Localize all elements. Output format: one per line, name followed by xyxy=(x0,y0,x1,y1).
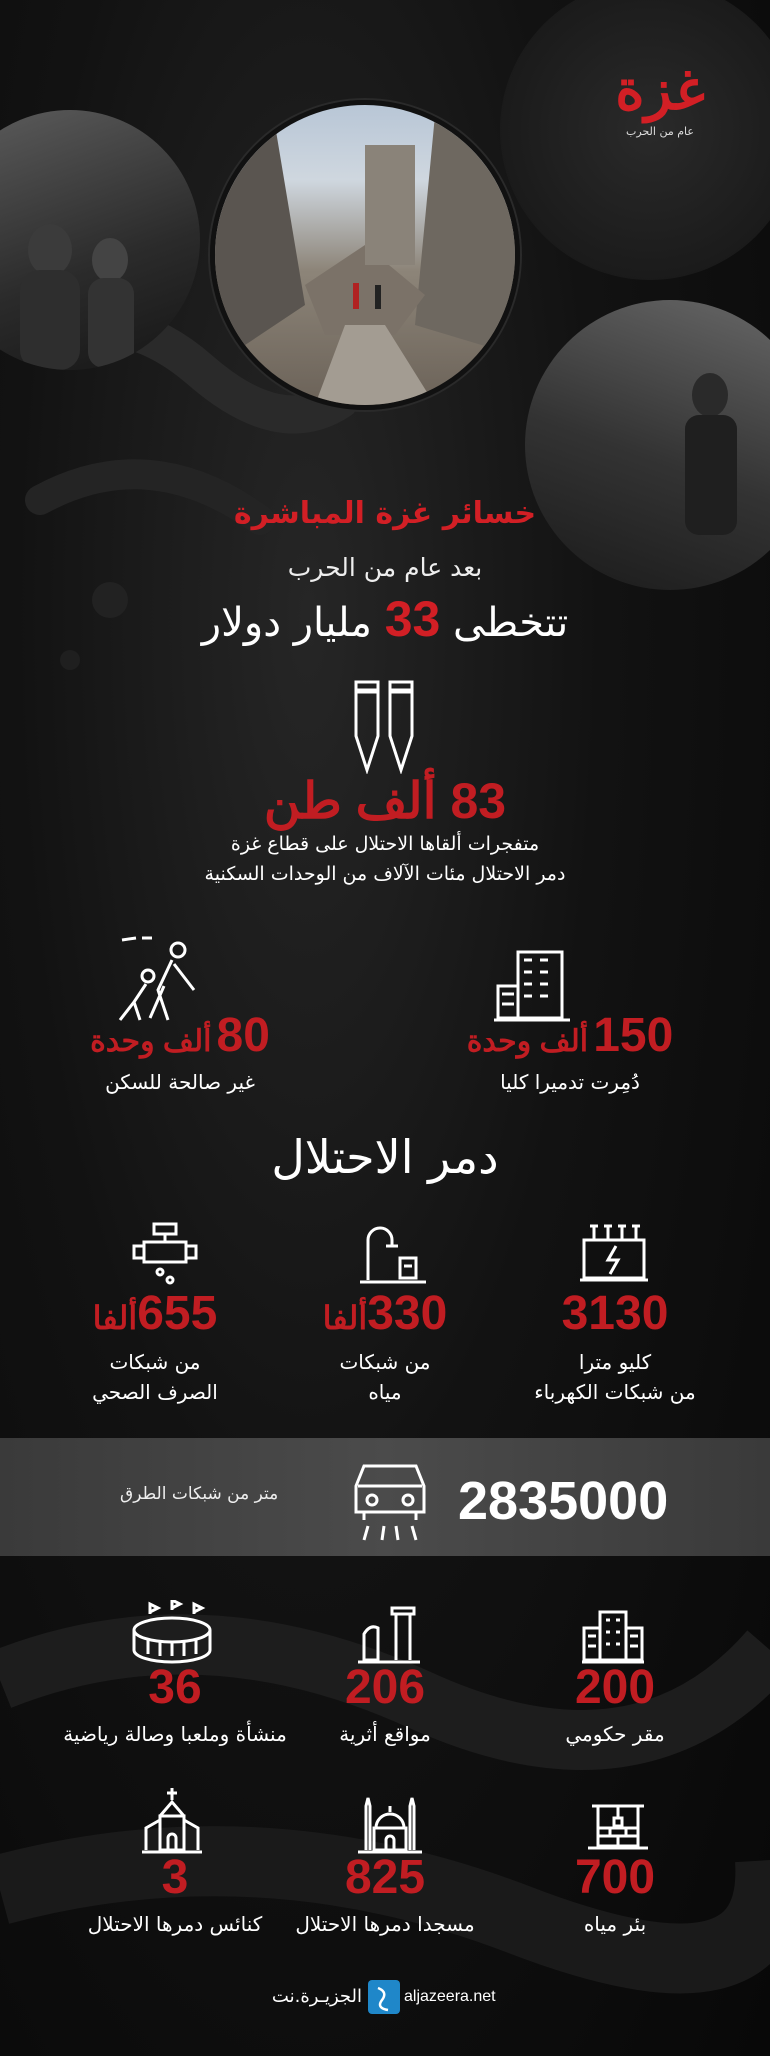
government-number: 200 xyxy=(574,1661,656,1714)
electricity-line1: كليو مترا xyxy=(578,1350,652,1374)
logo-disc xyxy=(500,0,770,280)
explosives-line2: دمر الاحتلال مئات الآلاف من الوحدات السكنية xyxy=(204,863,566,885)
government-buildings-icon xyxy=(582,1606,644,1666)
headline-number: 33 xyxy=(384,591,441,647)
water-unit: ألفا xyxy=(322,1300,368,1336)
roads-number: 2835000 xyxy=(458,1471,669,1531)
explosives-value: 83 ألف طن xyxy=(263,773,507,829)
footer-latin: aljazeera.net xyxy=(404,1988,496,2005)
subtitle: بعد عام من الحرب xyxy=(287,553,483,582)
churches-label: كنائس دمرها الاحتلال xyxy=(87,1912,263,1936)
housing-destroyed-stat xyxy=(450,1008,690,1063)
water-tap-icon xyxy=(360,1222,426,1284)
headline xyxy=(0,590,770,648)
photo-child-right xyxy=(525,300,770,590)
wells-label: بئر مياه xyxy=(583,1912,647,1936)
aljazeera-logo-icon xyxy=(368,1980,400,2014)
housing-destroyed-number: 150 xyxy=(593,1009,674,1062)
sewage-line2: الصرف الصحي xyxy=(92,1380,218,1404)
water-number: 330 xyxy=(367,1287,448,1340)
water-line1: من شبكات xyxy=(339,1350,431,1374)
photo-destroyed-street xyxy=(210,100,520,410)
headline-prefix: تتخطى xyxy=(453,600,569,646)
mosques-number: 825 xyxy=(344,1851,426,1904)
water-stat xyxy=(270,1286,500,1341)
headline-suffix: مليار دولار xyxy=(201,600,372,646)
church-icon xyxy=(142,1786,202,1854)
section-title: دمر الاحتلال xyxy=(271,1130,499,1184)
electricity-number: 3130 xyxy=(561,1287,669,1340)
car-icon xyxy=(350,1456,430,1542)
logo-text: غزة xyxy=(615,57,705,123)
housing-unfit-label: غير صالحة للسكن xyxy=(105,1070,255,1094)
brand-logo xyxy=(600,55,720,138)
sewage-pipe-icon xyxy=(130,1220,200,1286)
heritage-number: 206 xyxy=(344,1661,426,1714)
footer xyxy=(250,1980,520,2014)
housing-unfit-stat xyxy=(60,1008,300,1063)
stadium-icon xyxy=(130,1600,214,1664)
missile-icon xyxy=(348,678,420,774)
mosques-label: مسجدا دمرها الاحتلال xyxy=(295,1912,475,1936)
page-title xyxy=(0,496,770,531)
sports-label: منشأة وملعبا وصالة رياضية xyxy=(63,1722,287,1746)
sewage-stat xyxy=(40,1286,270,1341)
electricity-line2: من شبكات الكهرباء xyxy=(534,1380,696,1404)
sewage-line1: من شبكات xyxy=(109,1350,201,1374)
mosque-icon xyxy=(358,1790,422,1854)
sewage-unit: ألفا xyxy=(92,1300,138,1336)
sports-number: 36 xyxy=(148,1661,202,1714)
government-label: مقر حكومي xyxy=(565,1722,665,1746)
wells-number: 700 xyxy=(574,1851,656,1904)
churches-number: 3 xyxy=(161,1851,189,1904)
sewage-number: 655 xyxy=(137,1287,218,1340)
footer-arabic: الجزيـرة.نت xyxy=(271,1986,362,2007)
housing-unfit-number: 80 xyxy=(216,1009,270,1062)
water-line2: مياه xyxy=(368,1380,402,1404)
rubble-street-icon xyxy=(215,105,515,405)
housing-destroyed-label: دُمِرت تدميرا كليا xyxy=(500,1070,640,1094)
transformer-icon xyxy=(580,1218,648,1284)
child-silhouette-icon xyxy=(525,300,770,590)
roads-label: متر من شبكات الطرق xyxy=(120,1484,279,1504)
title-text: خسائر غزة المباشرة xyxy=(233,496,537,531)
water-well-icon xyxy=(588,1794,648,1852)
heritage-label: مواقع أثرية xyxy=(339,1722,431,1746)
explosives-line1: متفجرات ألقاها الاحتلال على قطاع غزة xyxy=(230,833,540,855)
logo-subtitle: عام من الحرب xyxy=(626,125,694,138)
housing-destroyed-unit: ألف وحدة xyxy=(466,1025,589,1058)
housing-unfit-unit: ألف وحدة xyxy=(90,1025,212,1058)
ruins-icon xyxy=(358,1604,420,1666)
